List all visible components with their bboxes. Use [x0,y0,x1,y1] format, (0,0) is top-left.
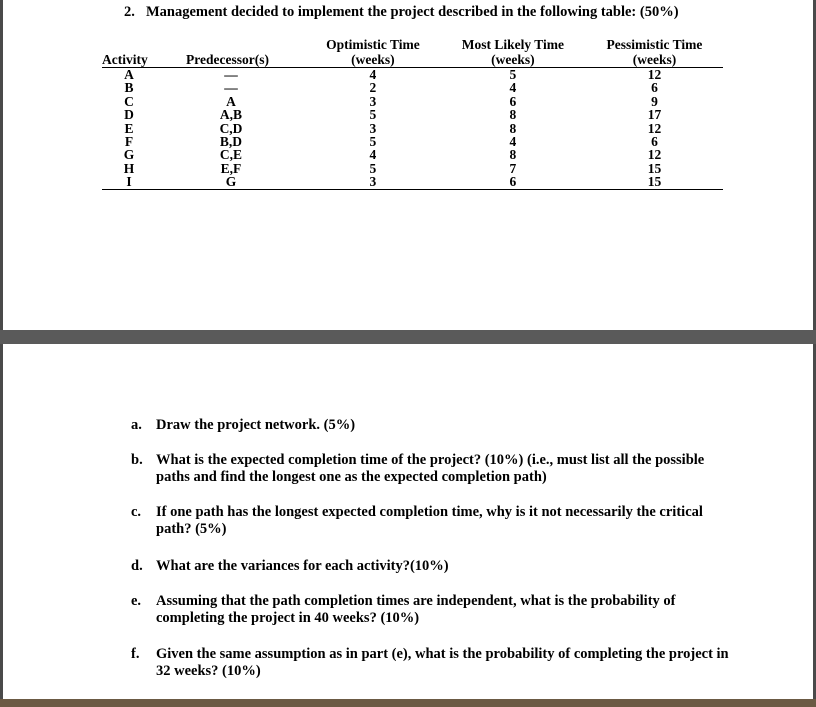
cell-pessimistic: 15 [647,160,662,176]
cell-optimistic: 3 [306,175,440,189]
table-row [102,81,723,94]
sub-question-f [131,646,731,680]
question-text: Management decided to implement the project described in the following table: (50%) [146,4,679,20]
cell-predecessors: — [224,67,238,82]
cell-most-likely: 5 [509,67,517,82]
table-row [102,68,723,82]
cell-activity: D [124,107,134,123]
sub-question-text: What is the expected completion time of the project? (10%) (i.e., must list all the possible paths and find the longest one as the expected completion path) [156,452,705,485]
table-row [102,122,723,135]
header-most-likely: Most Likely Time (weeks) [440,37,586,68]
header-activity: Activity [102,37,156,68]
cell-activity: F [124,134,134,150]
bottom-edge [0,699,816,707]
sub-question-letter: e. [131,593,142,609]
table-row [102,148,723,161]
cell-predecessors: B,D [219,134,243,150]
cell-predecessors: — [224,80,238,96]
sub-question-text: Draw the project network. (5%) [156,417,356,433]
cell-optimistic: 3 [369,93,377,109]
sub-question-text: Given the same assumption as in part (e), what is the probability of completing the project in 32 weeks? (10%) [156,646,729,679]
cell-optimistic: 5 [369,134,377,150]
table-row [102,162,723,175]
activity-table [102,37,723,190]
cell-most-likely: 6 [509,93,517,109]
sub-question-b [131,452,731,486]
cell-most-likely: 7 [509,160,517,176]
sub-question-letter: b. [131,452,143,468]
cell-activity: A [124,67,134,82]
cell-most-likely: 4 [509,134,517,150]
cell-optimistic: 5 [369,160,377,176]
sub-question-d [131,558,731,575]
cell-activity: E [124,120,134,136]
cell-pessimistic: 15 [586,175,723,189]
header-pessimistic: Pessimistic Time (weeks) [586,37,723,68]
sub-question-text: What are the variances for each activity?(10%) [156,558,449,574]
sub-question-letter: d. [131,558,143,574]
cell-activity: G [123,147,135,163]
cell-most-likely: 6 [440,175,586,189]
cell-most-likely: 8 [509,107,517,123]
cell-pessimistic: 6 [651,80,658,96]
cell-pessimistic: 12 [647,147,662,163]
cell-activity: B [124,80,134,96]
cell-pessimistic: 12 [647,67,662,82]
cell-predecessors: C,D [219,120,243,136]
table-row [102,135,723,148]
cell-activity: H [123,160,135,176]
sub-question-text: Assuming that the path completion times are independent, what is the probability of completing the project in 40 weeks? (10%) [156,593,676,626]
cell-pessimistic: 9 [651,93,658,109]
cell-most-likely: 4 [509,80,517,96]
cell-optimistic: 5 [369,107,377,123]
cell-predecessors: E,F [220,160,242,176]
cell-predecessors: A [226,93,236,109]
header-optimistic: Optimistic Time (weeks) [306,37,440,68]
sub-question-e [131,593,731,627]
cell-optimistic: 2 [369,80,377,96]
cell-most-likely: 8 [509,147,517,163]
question-number: 2. [124,4,135,20]
cell-optimistic: 4 [369,147,377,163]
page-separator [0,330,816,344]
cell-activity: C [124,93,134,109]
sub-question-letter: a. [131,417,142,433]
sub-question-letter: f. [131,646,140,662]
cell-most-likely: 8 [509,120,517,136]
cell-predecessors: A,B [219,107,243,123]
question-heading [124,4,679,21]
sub-question-a [131,417,731,434]
cell-predecessors: G [156,175,306,189]
cell-activity: I [102,175,156,189]
cell-optimistic: 3 [369,120,377,136]
cell-optimistic: 4 [369,67,377,82]
cell-pessimistic: 6 [651,134,658,150]
table-row [102,175,723,189]
sub-question-letter: c. [131,504,142,520]
cell-pessimistic: 17 [647,107,662,123]
sub-question-c [131,504,731,538]
table-row [102,108,723,121]
table-row [102,95,723,108]
header-predecessors: Predecessor(s) [156,37,306,68]
sub-question-text: If one path has the longest expected completion time, why is it not necessarily the critical path? (5%) [156,504,703,537]
table-header-row [102,37,723,68]
cell-pessimistic: 12 [647,120,662,136]
cell-predecessors: C,E [219,147,243,163]
